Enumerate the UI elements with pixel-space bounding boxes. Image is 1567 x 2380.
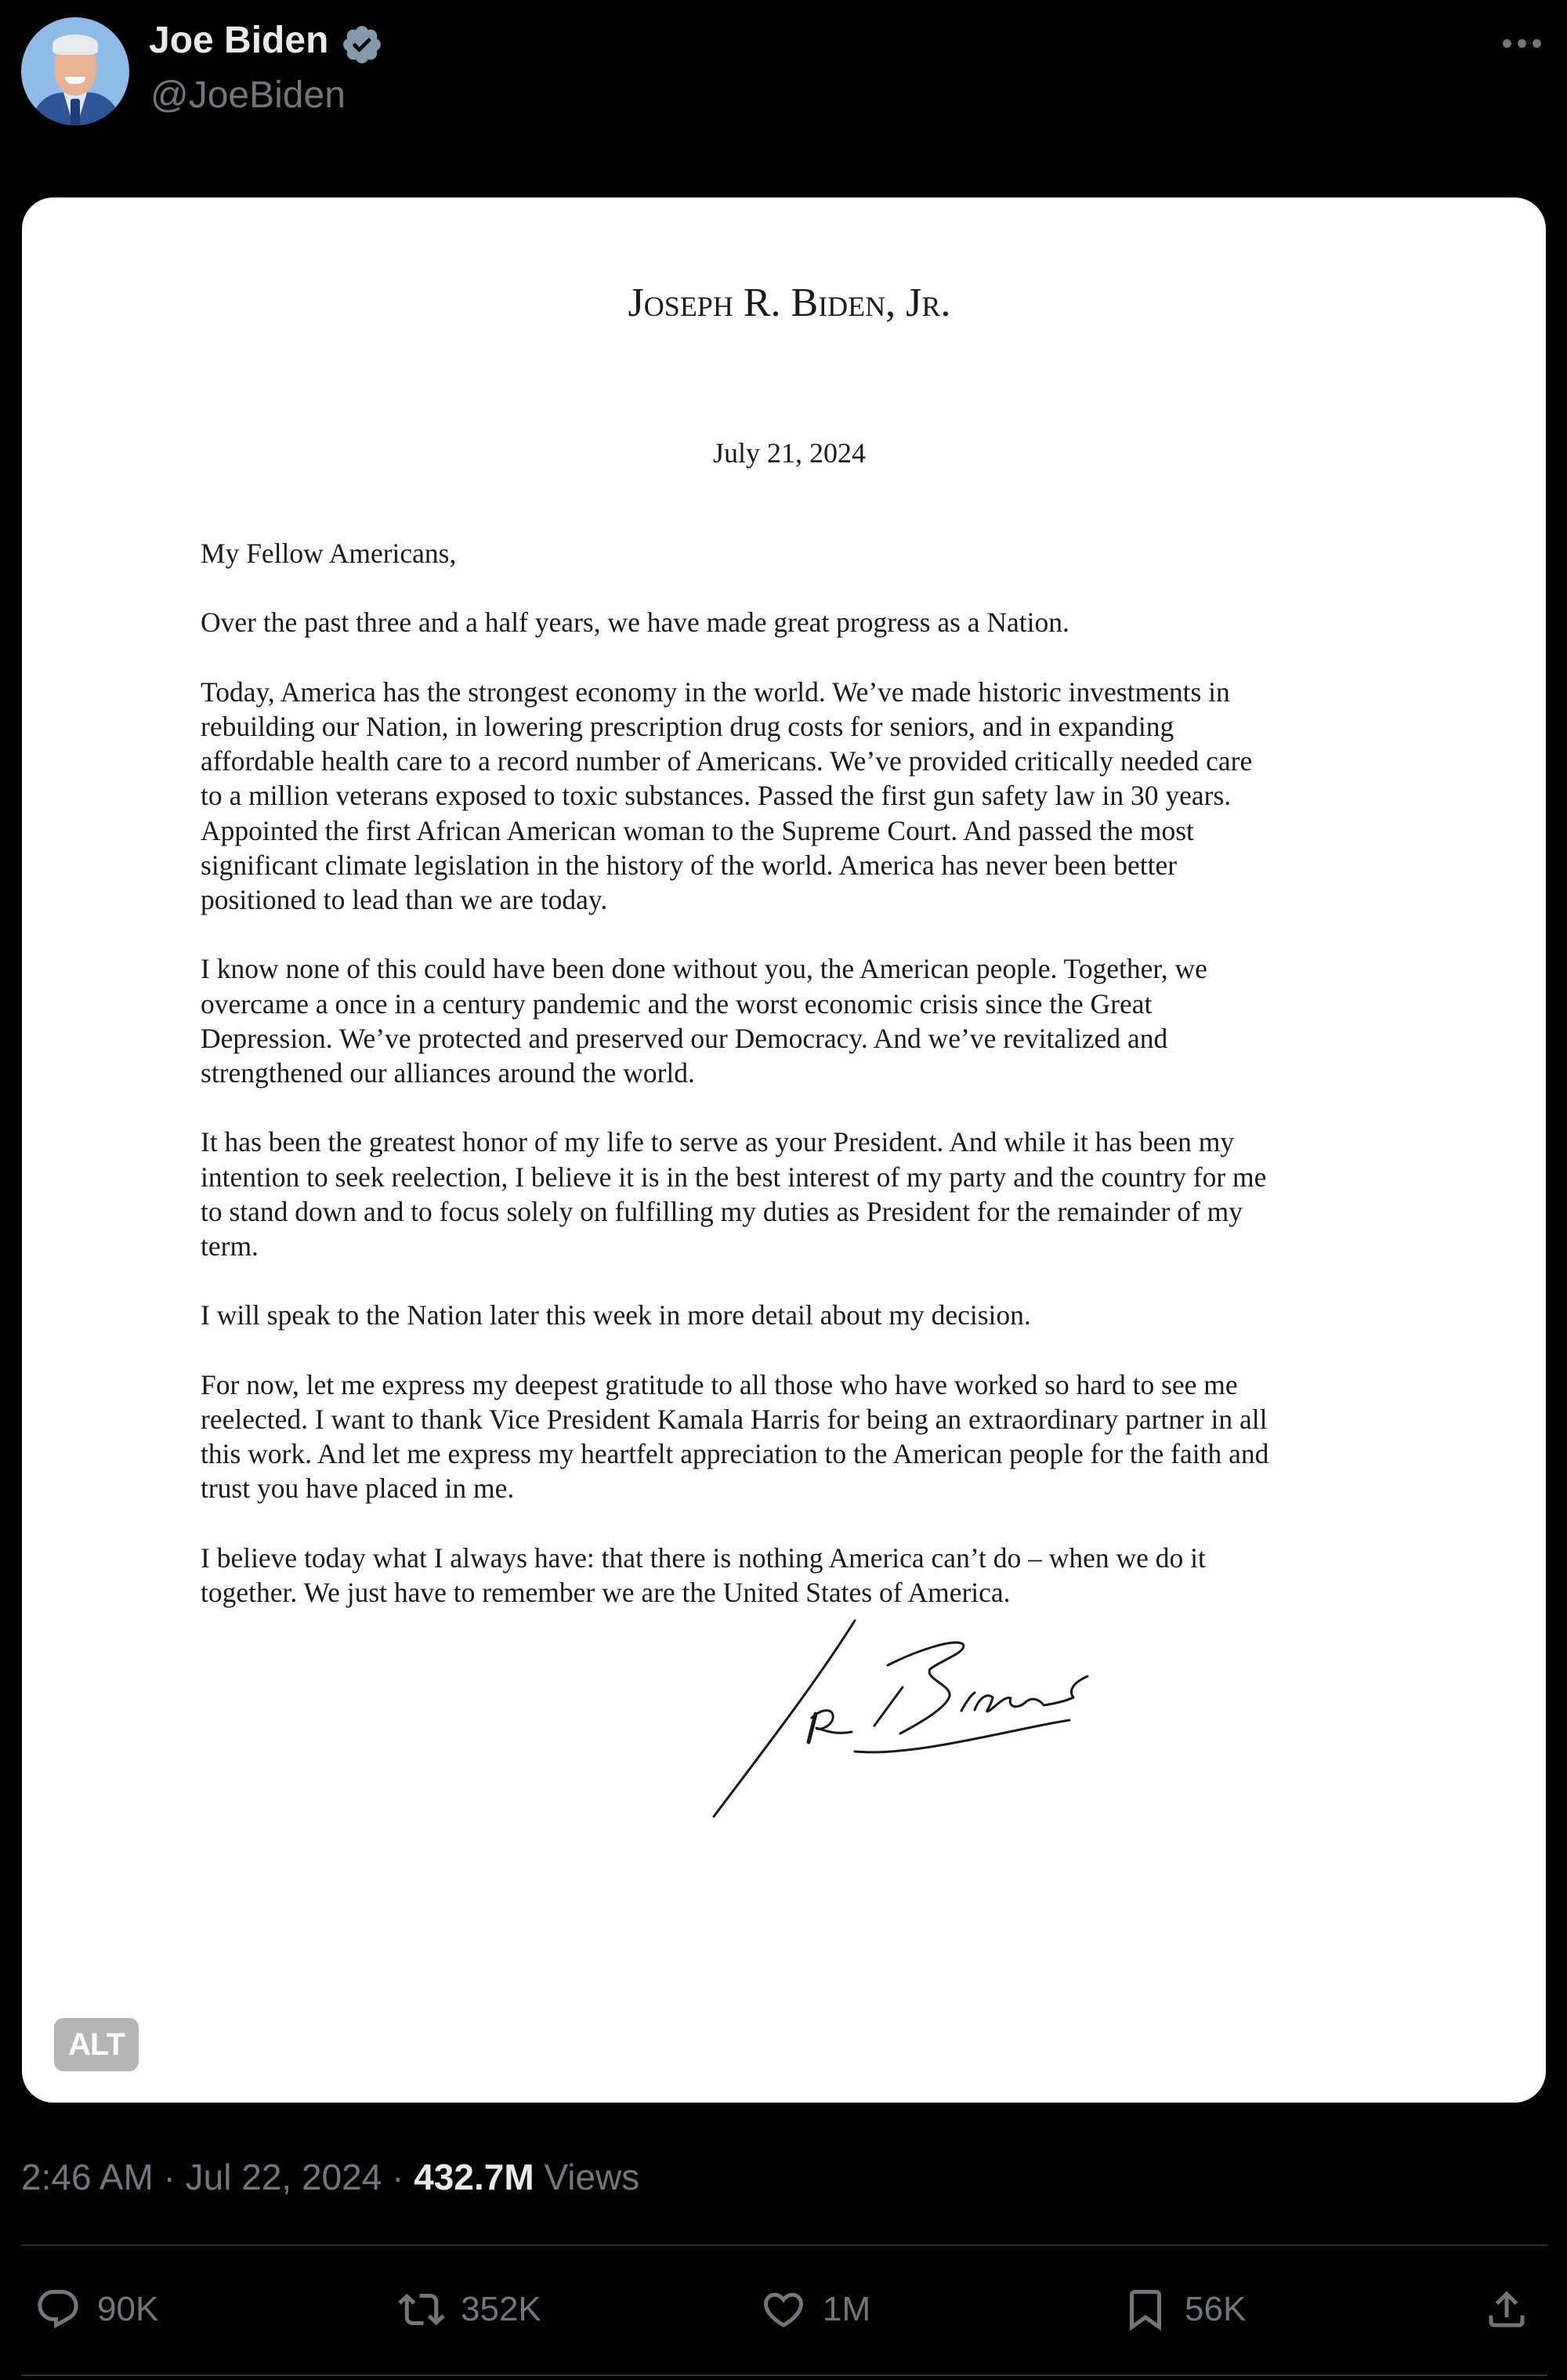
- letter-line: together. We just have to remember we are the United States of America.: [201, 1576, 1011, 1608]
- author-display-name[interactable]: Joe Biden: [149, 20, 329, 61]
- letter-line: For now, let me express my deepest gratitude to all those who have worked so hard to see me: [201, 1368, 1238, 1400]
- letter-line: strengthened our alliances around the world.: [201, 1057, 695, 1089]
- retweet-icon: [398, 2286, 445, 2333]
- letter-line: I believe today what I always have: that there is nothing America can’t do – when we do it: [201, 1541, 1206, 1574]
- avatar-tie: [71, 99, 80, 125]
- letter-line: Today, America has the strongest economy in the world. We’ve made historic investments in: [201, 676, 1230, 708]
- letter-line: term.: [201, 1230, 259, 1262]
- retweet-count: 352K: [461, 2290, 541, 2328]
- letter-paragraph: [201, 675, 1268, 917]
- media-image[interactable]: [22, 197, 1546, 2103]
- like-count: 1M: [823, 2290, 871, 2328]
- author-handle[interactable]: @JoeBiden: [150, 74, 346, 116]
- letter-line: overcame a once in a century pandemic and the worst economic crisis since the Great: [201, 987, 1153, 1020]
- tweet-time[interactable]: 2:46 AM: [21, 2157, 154, 2197]
- retweet-button[interactable]: [398, 2286, 541, 2333]
- avatar[interactable]: [21, 17, 129, 125]
- more-dot: [1503, 39, 1511, 48]
- more-dot: [1518, 39, 1526, 48]
- share-button[interactable]: [1483, 2286, 1530, 2333]
- letter-paragraph: [201, 1541, 1268, 1610]
- views-count: 432.7M: [414, 2157, 534, 2197]
- letter-line: this work. And let me express my heartfelt appreciation to the American people for the faith and: [201, 1438, 1269, 1470]
- tweet-date[interactable]: Jul 22, 2024: [185, 2157, 382, 2197]
- letter-line: reelected. I want to thank Vice President Kamala Harris for being an extraordinary partner in all: [201, 1403, 1268, 1435]
- like-button[interactable]: [760, 2286, 870, 2333]
- bookmark-button[interactable]: [1122, 2286, 1246, 2333]
- letter-line: trust you have placed in me.: [201, 1473, 515, 1505]
- letter-line: Appointed the first African American woman to the Supreme Court. And passed the most: [201, 814, 1194, 846]
- letter-date: July 21, 2024: [712, 437, 866, 469]
- avatar-hair: [52, 34, 98, 55]
- heart-icon: [760, 2286, 807, 2333]
- reply-count: 90K: [97, 2290, 159, 2328]
- letter-paragraph: [201, 536, 1268, 571]
- letter-letterhead: Joseph R. Biden, Jr.: [628, 281, 951, 325]
- letter-paragraph: [201, 1125, 1268, 1263]
- bookmark-icon: [1122, 2286, 1169, 2333]
- alt-text-button[interactable]: ALT: [54, 2018, 139, 2071]
- letter-line: I will speak to the Nation later this week in more detail about my decision.: [201, 1299, 1031, 1331]
- divider: [21, 2244, 1547, 2246]
- verified-badge-icon: [340, 23, 384, 67]
- views-label: Views: [544, 2157, 640, 2197]
- tweet-metadata: [21, 2154, 639, 2201]
- letter-line: to stand down and to focus solely on fulfilling my duties as President for the remainder of my: [201, 1195, 1243, 1227]
- letter-line: rebuilding our Nation, in lowering prescription drug costs for seniors, and in expanding: [201, 710, 1174, 742]
- letter-line: I know none of this could have been done without you, the American people. Together, we: [201, 953, 1207, 985]
- letter-paragraph: [201, 951, 1268, 1090]
- divider: [21, 2375, 1547, 2376]
- letter-paragraph: [201, 1368, 1268, 1506]
- letter-line: Over the past three and a half years, we have made great progress as a Nation.: [201, 607, 1069, 639]
- letter-line: affordable health care to a record number of Americans. We’ve provided critically needed care: [201, 745, 1253, 777]
- reply-icon: [34, 2286, 81, 2333]
- letter-line: My Fellow Americans,: [201, 538, 457, 569]
- letter-line: to a million veterans exposed to toxic substances. Passed the first gun safety law in 30 years.: [201, 780, 1232, 812]
- separator: ·: [163, 2157, 176, 2197]
- bookmark-count: 56K: [1185, 2290, 1247, 2328]
- more-dot: [1533, 39, 1541, 48]
- letter-paragraph: [201, 1298, 1268, 1332]
- letter-paragraph: [201, 605, 1268, 639]
- letter-line: Depression. We’ve protected and preserved our Democracy. And we’ve revitalized and: [201, 1022, 1168, 1054]
- reply-button[interactable]: [34, 2286, 158, 2333]
- letter-body: [201, 536, 1268, 1644]
- more-horizontal-icon[interactable]: [1499, 31, 1546, 55]
- letter-line: significant climate legislation in the history of the world. America has never been better: [201, 849, 1178, 881]
- letter-line: positioned to lead than we are today.: [201, 884, 608, 915]
- letter-line: intention to seek reelection, I believe it is in the best interest of my party and the country for me: [201, 1161, 1267, 1193]
- letter-line: It has been the greatest honor of my life to serve as your President. And while it has been my: [201, 1126, 1235, 1158]
- share-icon: [1483, 2286, 1530, 2333]
- separator: ·: [392, 2157, 404, 2197]
